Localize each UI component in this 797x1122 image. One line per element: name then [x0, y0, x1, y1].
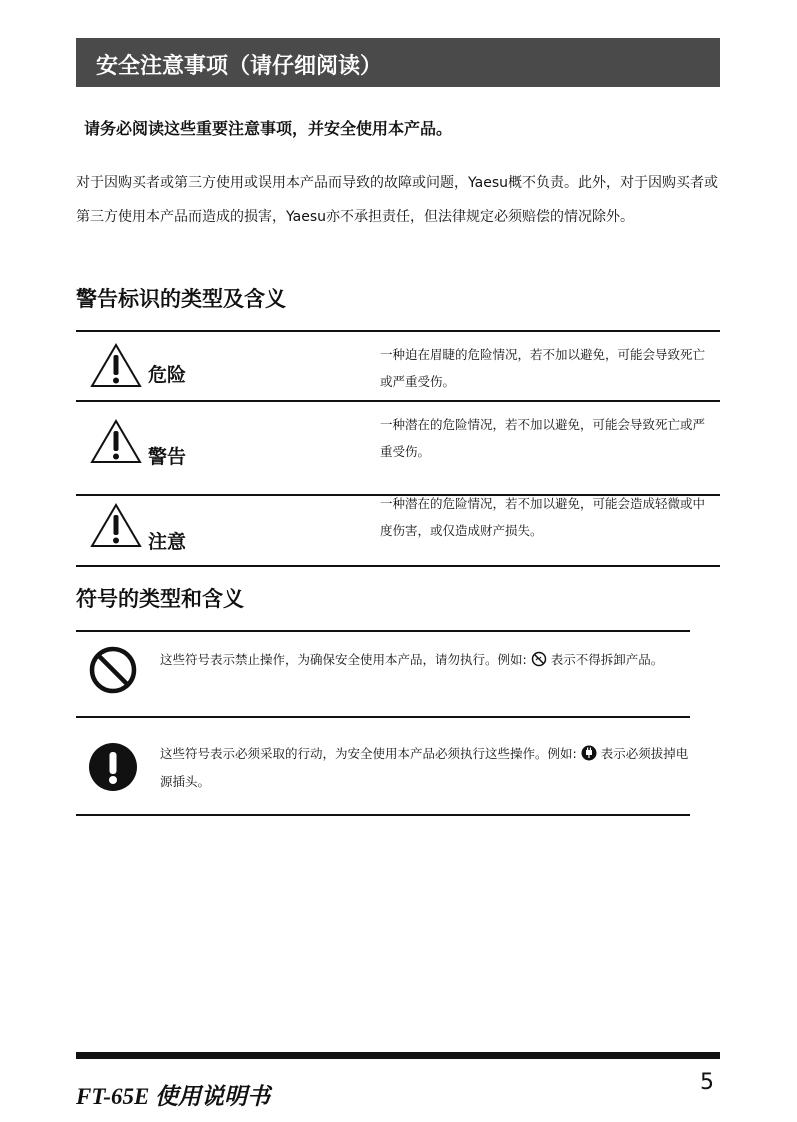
footer-manual-title: FT-65E 使用说明书: [76, 1084, 271, 1109]
caution-label: 注意: [148, 531, 187, 553]
page-title: 安全注意事项（请仔细阅读）: [96, 54, 383, 79]
table-divider: [76, 814, 690, 816]
prohibition-description: 这些符号表示禁止操作，为确保安全使用本产品，请勿执行。例如: 表示不得拆卸产品。: [160, 652, 664, 667]
table-divider: [76, 565, 720, 567]
lead-text: 请务必阅读这些重要注意事项，并安全使用本产品。: [84, 119, 453, 138]
symbol-types-heading: 符号的类型和含义: [76, 587, 244, 611]
footer-rule: [76, 1052, 720, 1059]
warning-types-heading: 警告标识的类型及含义: [76, 287, 286, 311]
table-divider: [76, 630, 690, 632]
section-title-bar: [76, 38, 720, 87]
no-disassembly-icon: [531, 651, 547, 667]
caution-description: 一种潜在的危险情况，若不加以避免，可能会造成轻微或中度伤害，或仅造成财产损失。: [380, 496, 706, 538]
mandatory-action-icon: [88, 742, 138, 792]
intro-paragraph: 对于因购买者或第三方使用或误用本产品而导致的故障或问题，Yaesu概不负责。此外，对于因购买者或第三方使用本产品而造成的损害，Yaesu亦不承担责任，但法律规定必须赔偿的情况除外。: [76, 175, 718, 225]
warning-label: 警告: [148, 446, 187, 468]
prohibition-icon: [88, 645, 138, 695]
warning-triangle-icon: [90, 418, 142, 464]
warning-triangle-icon: [90, 502, 142, 548]
warning-triangle-icon: [90, 342, 142, 388]
table-divider: [76, 330, 720, 332]
danger-description: 一种迫在眉睫的危险情况，若不加以避免，可能会导致死亡或严重受伤。: [380, 347, 706, 389]
table-divider: [76, 716, 690, 718]
warning-description: 一种潜在的危险情况，若不加以避免，可能会导致死亡或严重受伤。: [380, 417, 706, 459]
page-number: 5: [700, 1070, 714, 1095]
table-divider: [76, 400, 720, 402]
mandatory-description: 这些符号表示必须采取的行动，为安全使用本产品必须执行这些操作。例如: 表示必须拔掉电源插头。: [160, 746, 689, 789]
danger-label: 危险: [148, 364, 187, 386]
unplug-icon: [581, 745, 597, 761]
